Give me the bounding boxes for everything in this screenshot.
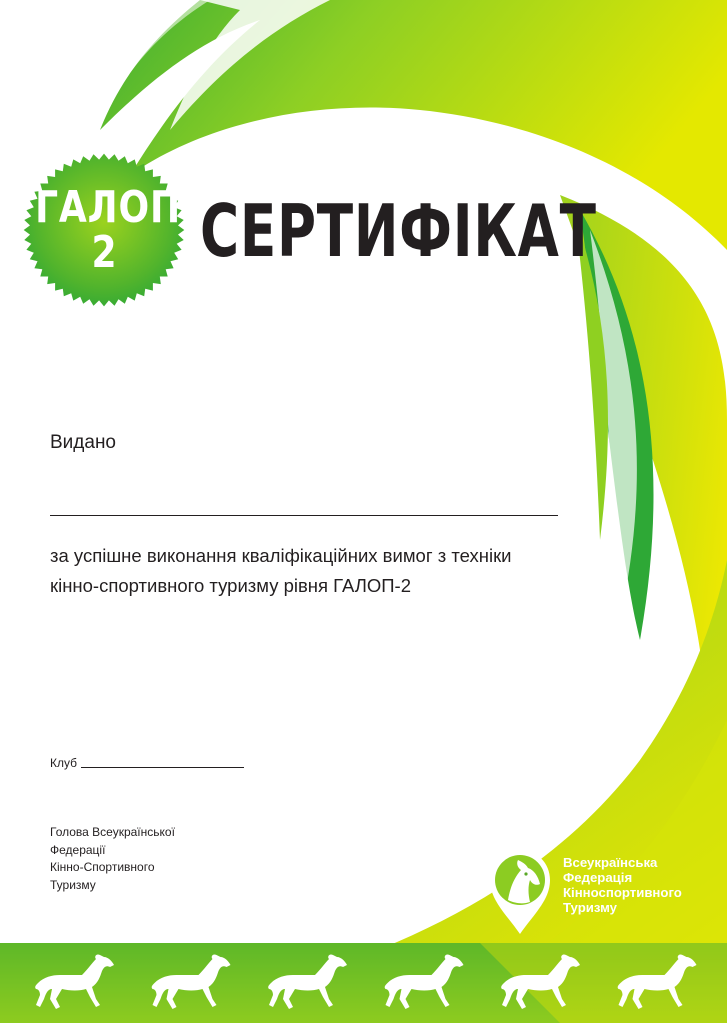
signer-line-2: Федерації xyxy=(50,842,106,857)
signer-line-4: Туризму xyxy=(50,877,96,892)
horse-silhouette-icon xyxy=(618,954,697,1009)
org-line-1: Всеукраїнська xyxy=(563,855,658,870)
certificate-title: СЕРТИФІКАТ xyxy=(200,189,597,273)
org-line-3: Кінноспортивного xyxy=(563,885,682,900)
galop-badge-text xyxy=(35,182,181,278)
org-line-2: Федерація xyxy=(563,870,633,885)
certificate-description xyxy=(50,541,570,601)
club-name-line xyxy=(81,767,244,768)
badge-label: ГАЛОП xyxy=(35,182,181,233)
signer-line-1: Голова Всеукраїнської xyxy=(50,825,175,839)
federation-name xyxy=(563,855,723,915)
horse-silhouette-icon xyxy=(385,954,464,1009)
federation-logo-icon xyxy=(488,848,552,936)
recipient-name-line xyxy=(50,515,558,516)
signer-line-3: Кінно-Спортивного xyxy=(50,860,155,874)
signer-title xyxy=(50,824,220,894)
horse-silhouette-icon xyxy=(501,954,580,1009)
description-line-1: за успішне виконання кваліфікаційних вимог з техніки xyxy=(50,545,512,566)
horse-silhouette-icon xyxy=(152,954,231,1009)
horse-silhouette-icon xyxy=(268,954,347,1009)
horse-silhouette-icon xyxy=(35,954,114,1009)
description-line-2: кінно-спортивного туризму рівня ГАЛОП-2 xyxy=(50,575,411,596)
club-label: Клуб xyxy=(50,756,77,770)
footer-horses xyxy=(0,943,727,1023)
badge-level: 2 xyxy=(91,227,117,278)
org-line-4: Туризму xyxy=(563,900,618,915)
issued-to-label: Видано xyxy=(50,432,116,453)
